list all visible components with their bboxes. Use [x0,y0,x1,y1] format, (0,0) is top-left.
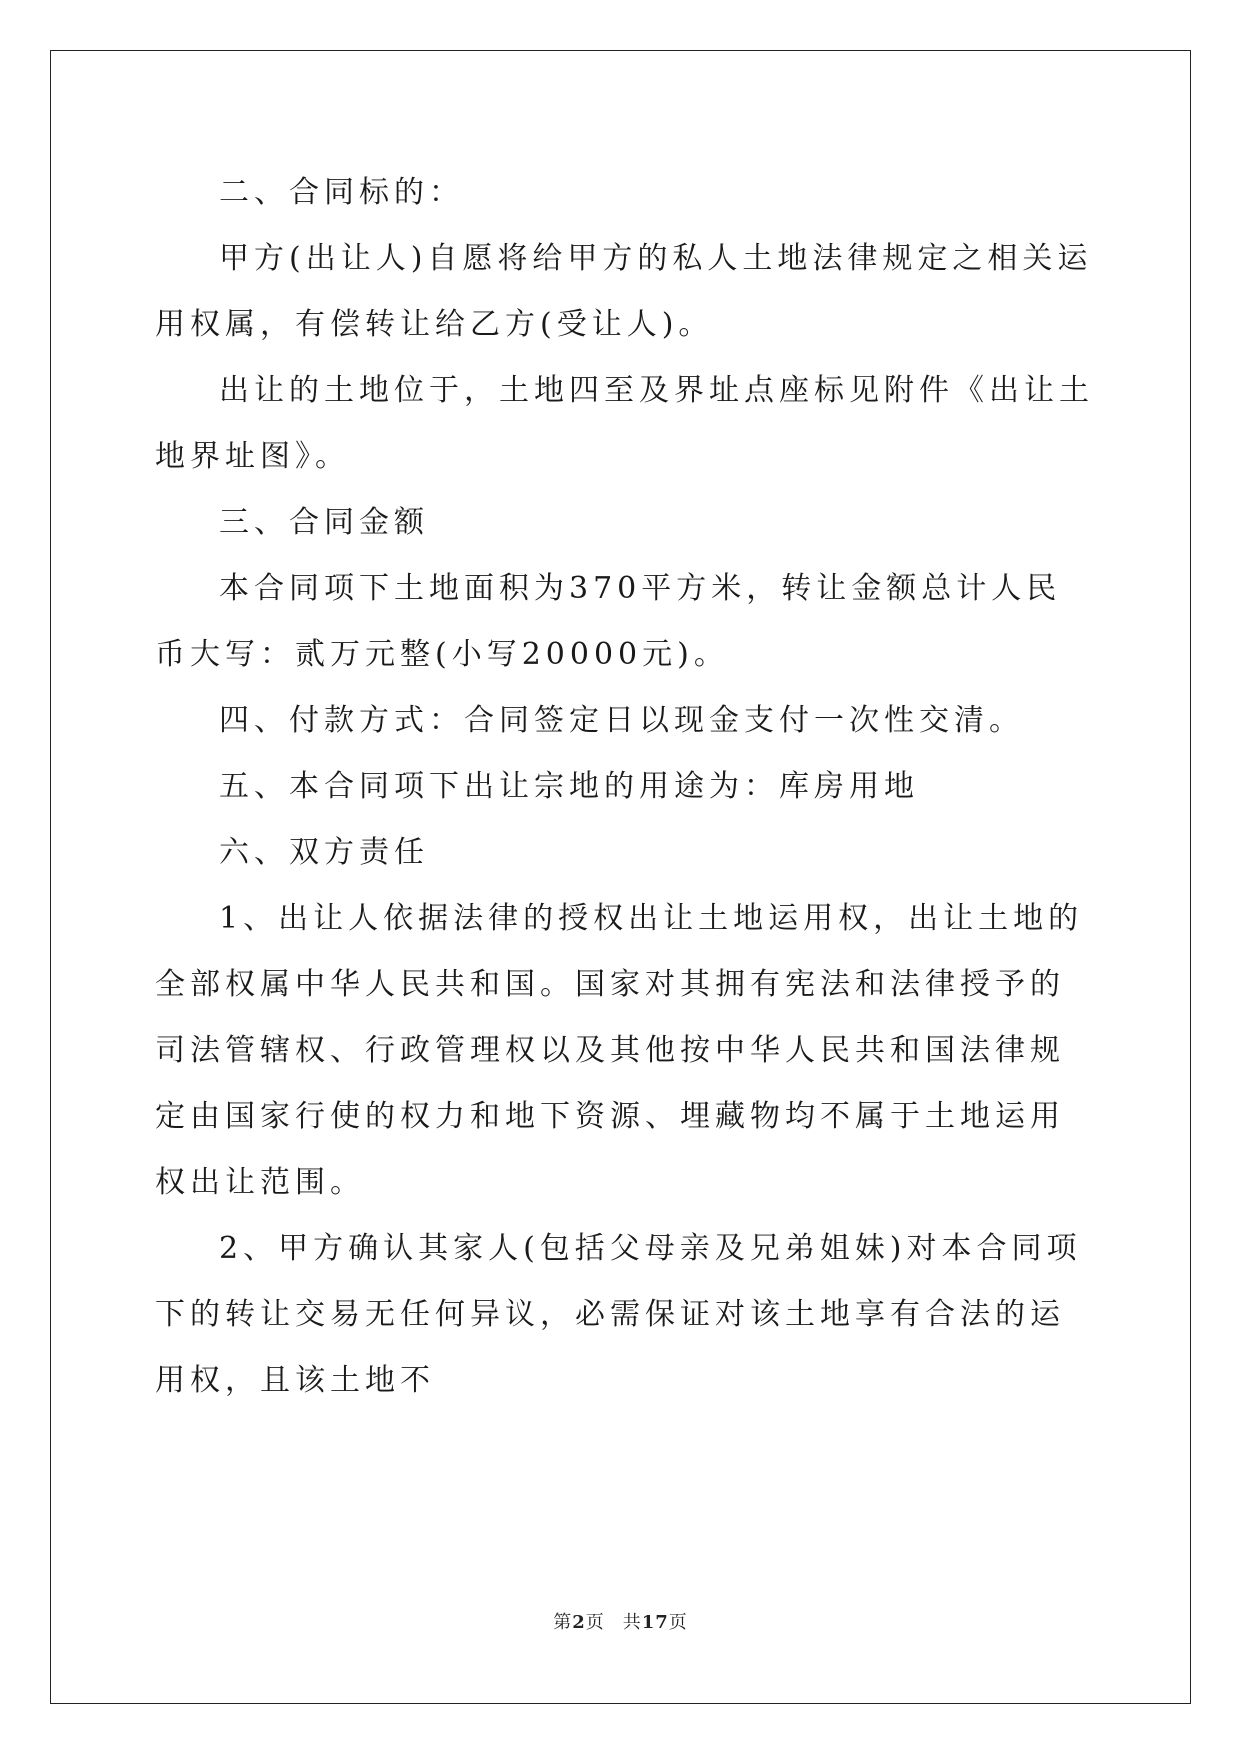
section-heading-amount: 三、合同金额 [219,505,429,540]
document-body [155,160,1095,1414]
paragraph-amount: 本合同项下土地面积为370平方米，转让金额总计人民币大写：贰万元整(小写20000元)。 [155,571,1062,672]
total-suffix: 页 [668,1612,688,1633]
page-footer [0,1608,1241,1634]
paragraph-transfer-party: 甲方(出让人)自愿将给甲方的私人土地法律规定之相关运用权属，有偿转让给乙方(受让人)。 [155,241,1093,342]
section-heading-usage: 五、本合同项下出让宗地的用途为：库房用地 [219,769,919,804]
section-heading-responsibilities: 六、双方责任 [219,835,429,870]
paragraph-responsibility-2: 2、甲方确认其家人(包括父母亲及兄弟姐妹)对本合同项下的转让交易无任何异议，必需保证对该土地享有合法的运用权，且该土地不 [155,1231,1082,1398]
total-prefix: 共 [622,1612,642,1633]
section-heading-payment: 四、付款方式：合同签定日以现金支付一次性交清。 [219,703,1024,738]
section-heading-subject: 二、合同标的： [219,175,464,210]
page-number: 2 [572,1612,586,1633]
paragraph-land-location: 出让的土地位于，土地四至及界址点座标见附件《出让土地界址图》。 [155,373,1094,474]
total-pages: 17 [641,1612,669,1633]
page-suffix: 页 [585,1612,605,1633]
page-prefix: 第 [553,1612,573,1633]
paragraph-responsibility-1: 1、出让人依据法律的授权出让土地运用权，出让土地的全部权属中华人民共和国。国家对其拥有宪法和法律授予的司法管辖权、行政管理权以及其他按中华人民共和国法律规定由国家行使的权力和地下资源、埋藏物均不属于土地运用权出让范围。 [155,901,1084,1200]
